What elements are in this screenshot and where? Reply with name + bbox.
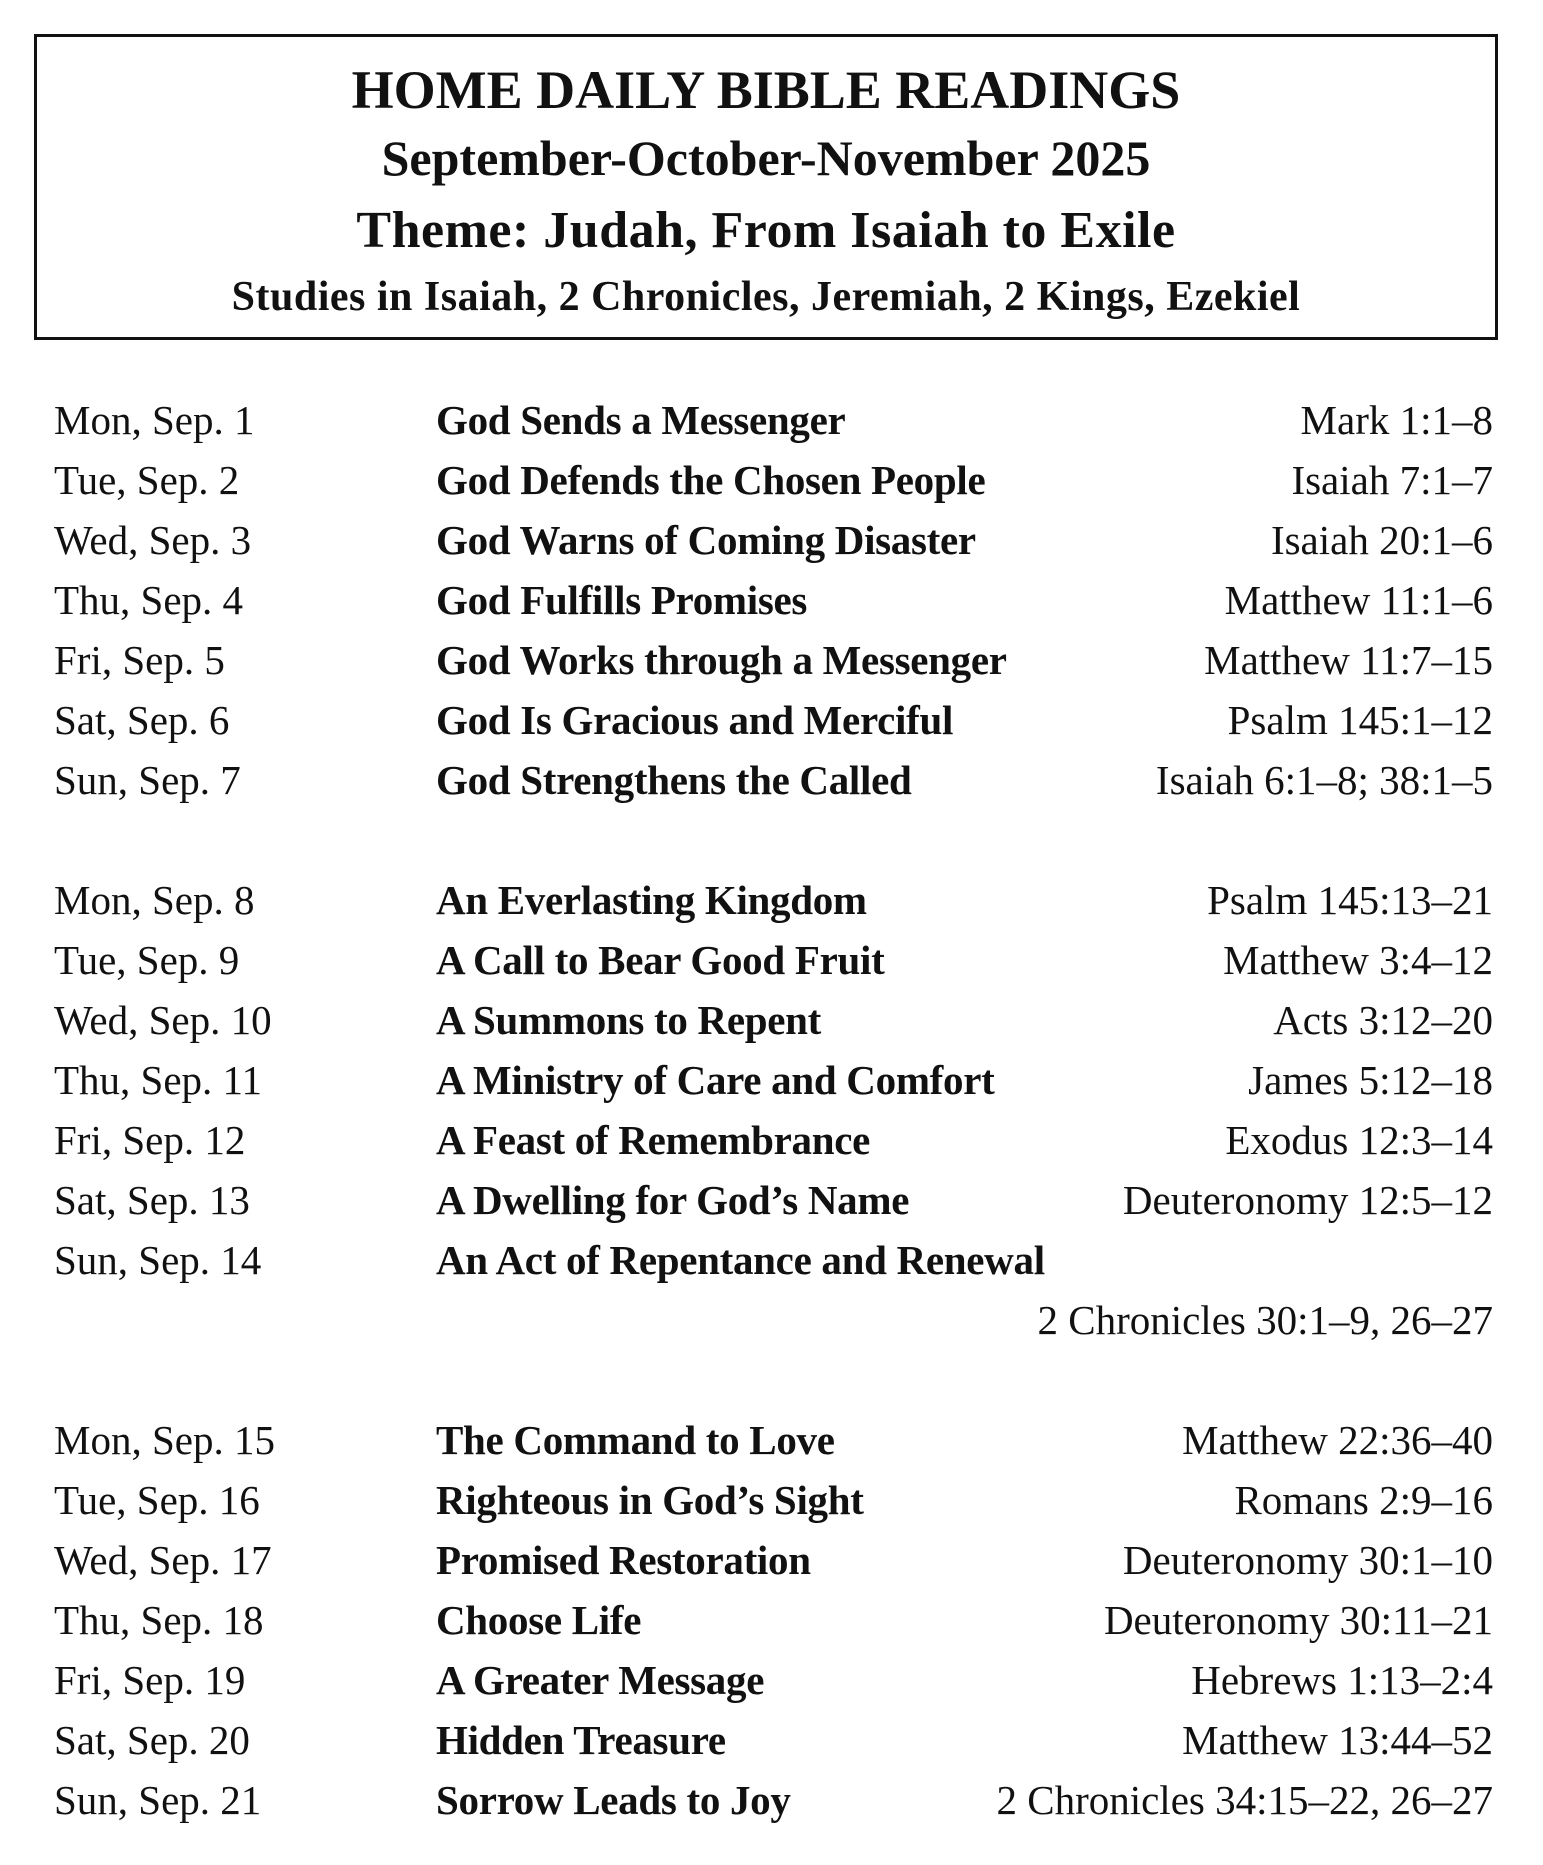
week-1-list <box>0 390 1543 810</box>
week-2-list <box>0 870 1543 1350</box>
reading-title: A Call to Bear Good Fruit <box>436 937 885 983</box>
reading-title: God Fulfills Promises <box>436 577 808 623</box>
reading-title: Righteous in God’s Sight <box>436 1477 864 1523</box>
reading-title: A Dwelling for God’s Name <box>436 1177 910 1223</box>
reading-day: Tue, Sep. 9 <box>54 937 240 983</box>
reading-row <box>0 450 1543 510</box>
reading-title: God Is Gracious and Merciful <box>436 697 954 743</box>
reading-day: Sun, Sep. 21 <box>54 1777 262 1823</box>
reading-title: God Defends the Chosen People <box>436 457 986 503</box>
reading-day: Tue, Sep. 16 <box>54 1477 260 1523</box>
reading-day: Sun, Sep. 14 <box>54 1237 262 1283</box>
reading-day: Thu, Sep. 11 <box>54 1057 263 1103</box>
reading-day: Sat, Sep. 6 <box>54 697 230 743</box>
reading-row <box>0 1470 1543 1530</box>
reading-row <box>0 1230 1543 1350</box>
reading-title: A Ministry of Care and Comfort <box>436 1057 995 1103</box>
reading-reference: Matthew 22:36–40 <box>1182 1417 1493 1463</box>
reading-day: Sun, Sep. 7 <box>54 757 241 803</box>
reading-row <box>0 690 1543 750</box>
reading-day: Thu, Sep. 18 <box>54 1597 264 1643</box>
reading-row <box>0 870 1543 930</box>
reading-title: Choose Life <box>436 1597 642 1643</box>
reading-reference: Matthew 3:4–12 <box>1223 937 1493 983</box>
reading-reference: Isaiah 7:1–7 <box>1291 457 1493 503</box>
reading-row <box>0 1530 1543 1590</box>
reading-row <box>0 930 1543 990</box>
reading-day: Thu, Sep. 4 <box>54 577 244 623</box>
reading-reference: 2 Chronicles 30:1–9, 26–27 <box>1037 1297 1493 1343</box>
reading-title: A Greater Message <box>436 1657 765 1703</box>
reading-row <box>0 1110 1543 1170</box>
studies-line: Studies in Isaiah, 2 Chronicles, Jeremiah, 2 Kings, Ezekiel <box>231 274 1301 320</box>
reading-day: Wed, Sep. 17 <box>54 1537 272 1583</box>
reading-title: God Warns of Coming Disaster <box>436 517 976 563</box>
reading-day: Sat, Sep. 20 <box>54 1717 250 1763</box>
reading-row <box>0 630 1543 690</box>
reading-row <box>0 510 1543 570</box>
reading-day: Fri, Sep. 5 <box>54 637 225 683</box>
reading-row <box>0 1410 1543 1470</box>
reading-title: God Strengthens the Called <box>436 757 912 803</box>
reading-row <box>0 1650 1543 1710</box>
header-box <box>34 34 1498 340</box>
reading-title: Promised Restoration <box>436 1537 811 1583</box>
reading-row <box>0 1050 1543 1110</box>
reading-reference: Acts 3:12–20 <box>1273 997 1493 1043</box>
reading-title: An Act of Repentance and Renewal <box>436 1237 1045 1283</box>
reading-day: Fri, Sep. 19 <box>54 1657 246 1703</box>
reading-reference: Matthew 11:1–6 <box>1224 577 1493 623</box>
reading-reference: Deuteronomy 30:1–10 <box>1122 1537 1493 1583</box>
reading-day: Sat, Sep. 13 <box>54 1177 250 1223</box>
reading-title: God Works through a Messenger <box>436 637 1007 683</box>
reading-title: A Feast of Remembrance <box>436 1117 871 1163</box>
reading-title: God Sends a Messenger <box>436 397 846 443</box>
reading-row <box>0 750 1543 810</box>
reading-reference: Deuteronomy 30:11–21 <box>1103 1597 1493 1643</box>
reading-reference: Isaiah 6:1–8; 38:1–5 <box>1155 757 1493 803</box>
reading-day: Mon, Sep. 1 <box>54 397 255 443</box>
reading-reference: 2 Chronicles 34:15–22, 26–27 <box>996 1777 1493 1823</box>
reading-row <box>0 1710 1543 1770</box>
reading-title: An Everlasting Kingdom <box>436 877 867 923</box>
reading-reference: Matthew 13:44–52 <box>1182 1717 1493 1763</box>
reading-reference: Deuteronomy 12:5–12 <box>1122 1177 1493 1223</box>
reading-day: Wed, Sep. 3 <box>54 517 252 563</box>
reading-row <box>0 390 1543 450</box>
reading-day: Wed, Sep. 10 <box>54 997 272 1043</box>
reading-reference: Psalm 145:1–12 <box>1227 697 1493 743</box>
reading-row <box>0 570 1543 630</box>
date-range: September-October-November 2025 <box>381 130 1151 186</box>
page-title: HOME DAILY BIBLE READINGS <box>351 60 1181 120</box>
reading-row <box>0 1170 1543 1230</box>
reading-title: A Summons to Repent <box>436 997 821 1043</box>
reading-day: Mon, Sep. 15 <box>54 1417 275 1463</box>
theme-line: Theme: Judah, From Isaiah to Exile <box>356 202 1176 259</box>
reading-title: Sorrow Leads to Joy <box>436 1777 791 1823</box>
reading-reference: Matthew 11:7–15 <box>1204 637 1493 683</box>
reading-row <box>0 990 1543 1050</box>
reading-reference: James 5:12–18 <box>1248 1057 1493 1103</box>
reading-reference: Isaiah 20:1–6 <box>1270 517 1493 563</box>
reading-title: Hidden Treasure <box>436 1717 726 1763</box>
reading-reference: Mark 1:1–8 <box>1300 397 1493 443</box>
reading-reference: Psalm 145:13–21 <box>1207 877 1493 923</box>
week-3-list <box>0 1410 1543 1830</box>
reading-reference: Romans 2:9–16 <box>1234 1477 1493 1523</box>
reading-day: Tue, Sep. 2 <box>54 457 240 503</box>
reading-title: The Command to Love <box>436 1417 835 1463</box>
reading-reference: Exodus 12:3–14 <box>1225 1117 1493 1163</box>
reading-row <box>0 1770 1543 1830</box>
reading-row <box>0 1590 1543 1650</box>
reading-day: Mon, Sep. 8 <box>54 877 255 923</box>
reading-reference: Hebrews 1:13–2:4 <box>1191 1657 1493 1703</box>
reading-day: Fri, Sep. 12 <box>54 1117 246 1163</box>
